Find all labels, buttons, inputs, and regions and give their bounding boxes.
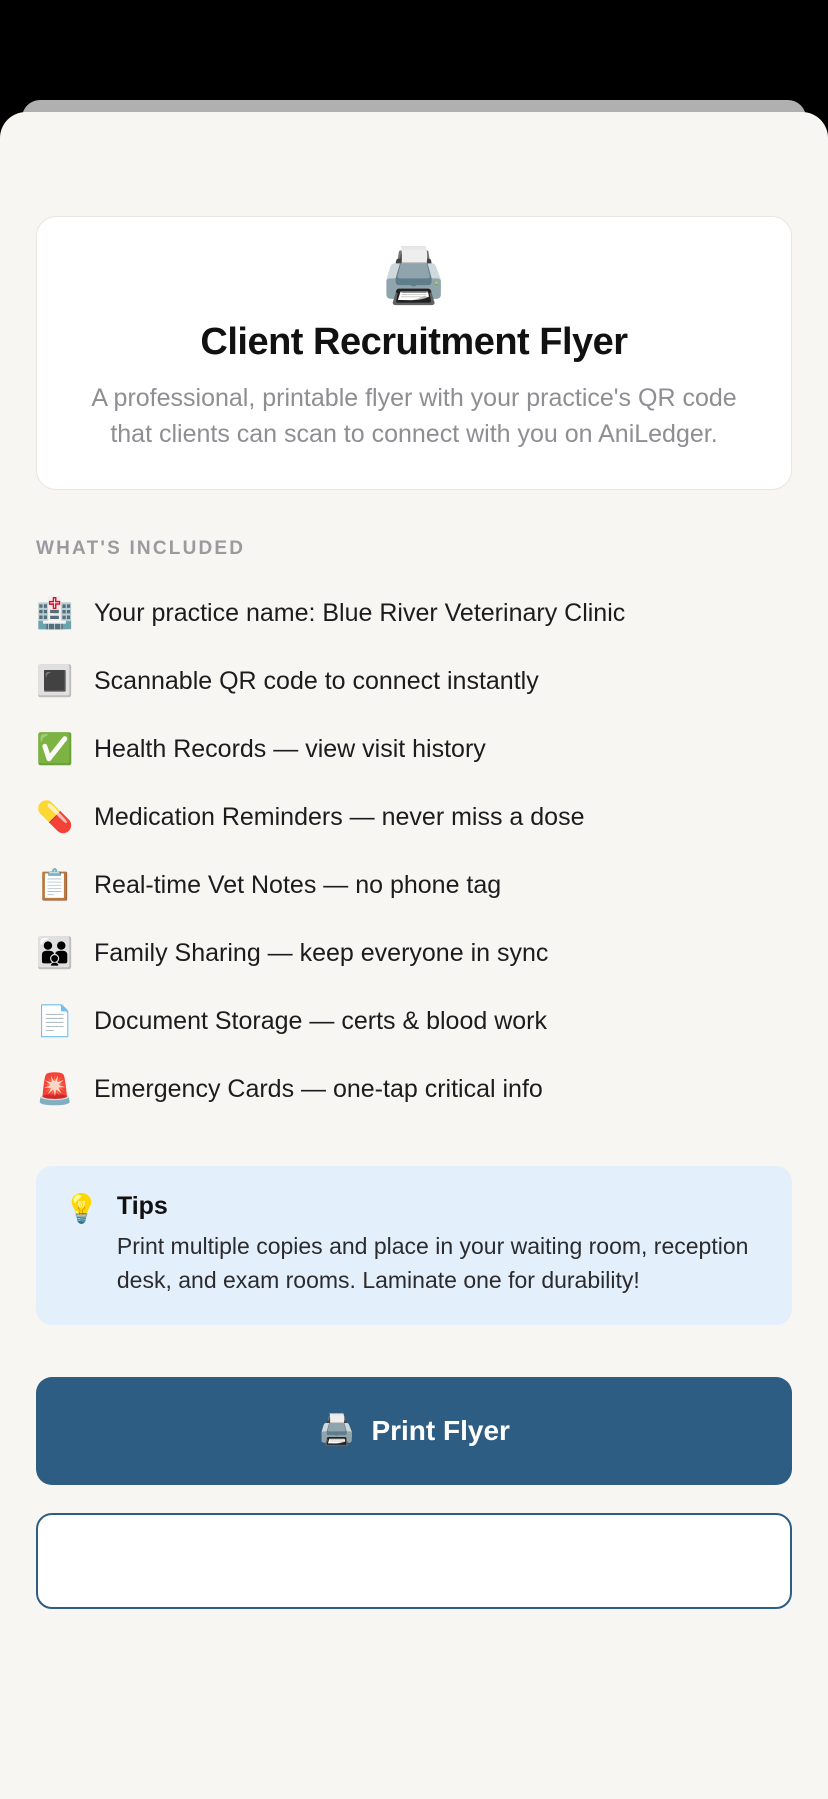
- printer-icon: 🖨️: [318, 1414, 356, 1448]
- status-bar: [0, 0, 828, 100]
- list-item: [36, 580, 792, 648]
- hospital-icon: 🏥: [36, 596, 74, 630]
- list-item: [36, 716, 792, 784]
- qr-code-icon: 🔳: [36, 664, 74, 698]
- pill-icon: 💊: [36, 800, 74, 834]
- list-item: [36, 920, 792, 988]
- hero-card: [36, 216, 792, 490]
- list-item-label: Emergency Cards — one-tap critical info: [94, 1075, 543, 1103]
- tips-body: Print multiple copies and place in your waiting room, reception desk, and exam rooms. Laminate one for durability!: [116, 1232, 749, 1293]
- list-item: [36, 648, 792, 716]
- printer-icon: 🖨️: [380, 246, 448, 306]
- list-item-label: Scannable QR code to connect instantly: [94, 667, 539, 695]
- list-item-label: Family Sharing — keep everyone in sync: [94, 939, 549, 967]
- section-heading-included: WHAT'S INCLUDED: [36, 537, 246, 559]
- tips-callout: [36, 1166, 792, 1325]
- list-item: [36, 852, 792, 920]
- list-item: [36, 988, 792, 1056]
- document-icon: 📄: [36, 1004, 74, 1038]
- list-item-label: Document Storage — certs & blood work: [94, 1007, 547, 1035]
- print-flyer-button[interactable]: [36, 1377, 792, 1485]
- list-item-label: Your practice name: Blue River Veterinary Clinic: [94, 599, 626, 627]
- feature-list: [36, 580, 792, 1124]
- list-item: [36, 1056, 792, 1124]
- list-item-label: Medication Reminders — never miss a dose: [94, 803, 585, 831]
- page-title: Client Recruitment Flyer: [200, 321, 628, 363]
- modal-sheet: [0, 112, 828, 1799]
- check-mark-icon: ✅: [36, 732, 74, 766]
- family-icon: 👪: [36, 936, 74, 970]
- page-subtitle: A professional, printable flyer with your practice's QR code that clients can scan to connect with you on AniLedger.: [91, 384, 737, 449]
- emergency-light-icon: 🚨: [36, 1072, 74, 1106]
- secondary-action-button[interactable]: [36, 1513, 792, 1609]
- list-item-label: Health Records — view visit history: [94, 735, 486, 763]
- list-item: [36, 784, 792, 852]
- tips-title: Tips: [116, 1191, 168, 1220]
- light-bulb-icon: 💡: [64, 1192, 99, 1224]
- clipboard-icon: 📋: [36, 868, 74, 902]
- list-item-label: Real-time Vet Notes — no phone tag: [94, 871, 502, 899]
- print-flyer-button-label: Print Flyer: [371, 1414, 510, 1446]
